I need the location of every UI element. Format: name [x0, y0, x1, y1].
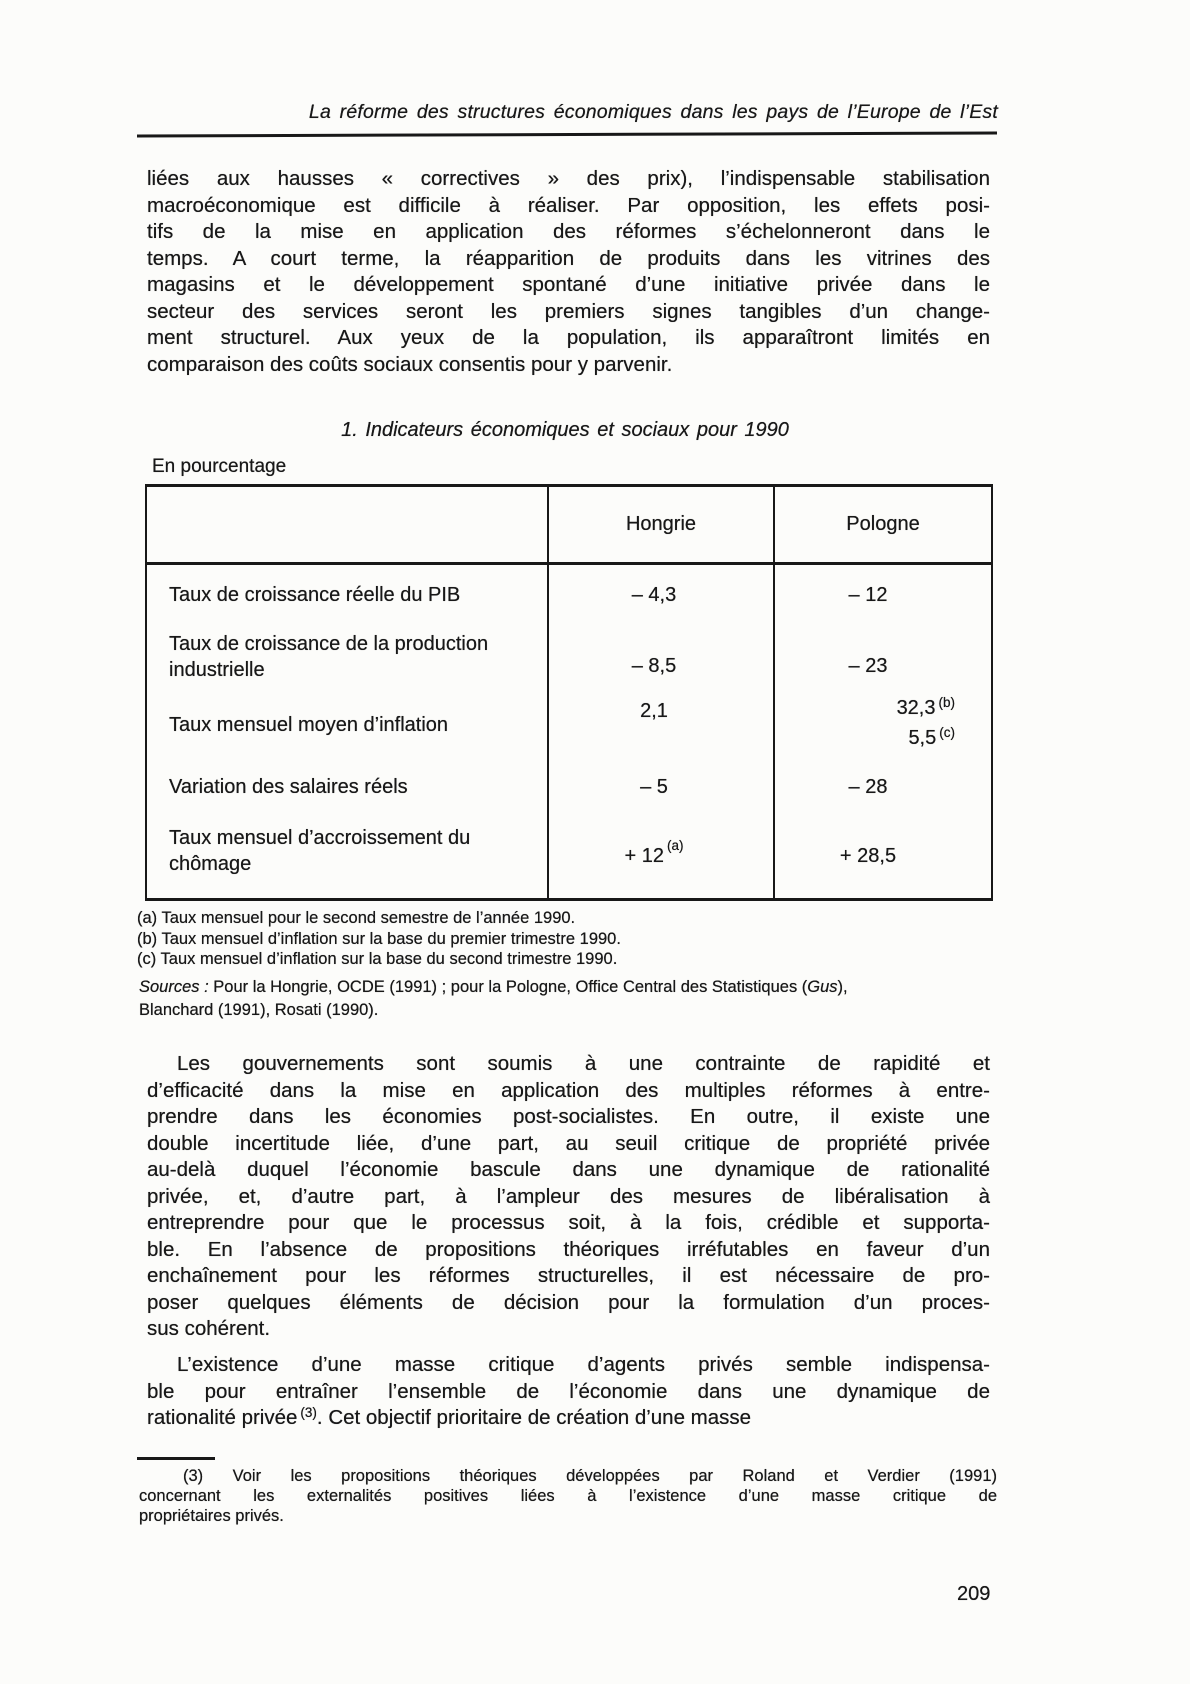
text-line: privée, et, d’autre part, à l’ampleur des mesures de libéralisation à	[147, 1184, 990, 1208]
paragraph-2	[147, 1051, 990, 1343]
text-line: prendre dans les économies post-socialistes. En outre, il existe une	[147, 1105, 990, 1128]
row-label-inflation: Taux mensuel moyen d’inflation	[169, 713, 449, 736]
text-line: enchaînement pour les réformes structurelles, il est nécessaire de pro-	[147, 1264, 990, 1287]
table-footnotes	[137, 908, 621, 970]
table-footnote-a: (a) Taux mensuel pour le second semestre de l’année 1990.	[137, 909, 576, 927]
value-line: 32,3 $^{(b)}$	[896, 695, 955, 719]
footnote-ref-b: (b)	[938, 695, 955, 710]
table-unit-label: En pourcentage	[152, 456, 287, 477]
footnote-ref-a: (a)	[666, 838, 684, 853]
footnote-line: (3) Voir les propositions théoriques développées par Roland et Verdier (1991)	[183, 1467, 997, 1485]
text-line: Les gouvernements sont soumis à une contrainte de rapidité et	[177, 1052, 990, 1075]
value-pib-hongrie: – 4,3	[547, 565, 773, 625]
row-label-chomage: Taux mensuel d’accroissement du chômage	[169, 827, 471, 875]
value-production-pologne: – 23	[773, 625, 991, 688]
header-rule	[137, 131, 997, 137]
text-line: rationalité privée $^{(3)}$. Cet objectif prioritaire de création d’une masse	[147, 1405, 752, 1429]
paragraph-3	[147, 1352, 990, 1434]
text-line: ble pour entraîner l’ensemble de l’économie dans une dynamique de	[147, 1379, 990, 1403]
running-header: La réforme des structures économiques dans les pays de l’Europe de l’Est	[308, 101, 998, 123]
footnote-ref-c: (c)	[939, 725, 955, 740]
footnote-line: concernant les externalités positives liées à l’existence d’une masse critique de	[139, 1487, 997, 1505]
row-label-production: Taux de croissance de la production industrielle	[169, 632, 489, 681]
table-title: 1. Indicateurs économiques et sociaux pour 1990	[341, 419, 789, 441]
text-line: comparaison des coûts sociaux consentis pour y parvenir.	[147, 352, 673, 376]
text-line: sus cohérent.	[147, 1317, 271, 1340]
text-line: double incertitude liée, d’une part, au seuil critique de propriété privée	[147, 1131, 990, 1155]
table-footnote-c: (c) Taux mensuel d’inflation sur la base du second trimestre 1990.	[137, 950, 618, 968]
indicators-table	[145, 484, 993, 901]
value-inflation-pologne	[773, 688, 991, 761]
text-line: poser quelques éléments de décision pour la formulation d’un proces-	[147, 1290, 990, 1314]
footnote-ref-3: (3)	[300, 1405, 317, 1420]
text-line: L’existence d’une masse critique d’agents privés semble indispensa-	[177, 1353, 990, 1376]
sources-line: Sources : Pour la Hongrie, OCDE (1991) ; pour la Pologne, Office Central des Statistiques (Gus),	[139, 978, 848, 996]
paragraph-1	[147, 166, 990, 378]
value-chomage-pologne: + 28,5	[773, 813, 991, 898]
row-label-pib: Taux de croissance réelle du PIB	[169, 584, 461, 606]
column-header-pologne: Pologne	[773, 487, 991, 565]
value-pib-pologne: – 12	[773, 565, 991, 625]
value-line: 5,5 $^{(c)}$	[908, 725, 955, 749]
text-line: ble. En l’absence de propositions théoriques irréfutables en faveur d’un	[147, 1237, 990, 1261]
value-inflation-hongrie: 2,1	[547, 688, 773, 761]
page-number: 209	[957, 1583, 991, 1605]
footnote-3	[139, 1466, 997, 1526]
sources-line: Blanchard (1991), Rosati (1990).	[139, 1001, 379, 1019]
table-footnote-b: (b) Taux mensuel d’inflation sur la base du premier trimestre 1990.	[137, 929, 621, 948]
table-corner-cell	[147, 487, 547, 565]
text-line: d’efficacité dans la mise en application des multiples réformes à entre-	[147, 1078, 990, 1102]
sources-gus: Gus	[807, 978, 838, 996]
text-line: liées aux hausses « correctives » des prix), l’indispensable stabilisation	[147, 167, 990, 190]
text-line: macroéconomique est difficile à réaliser. Par opposition, les effets posi-	[147, 193, 990, 217]
text-line: secteur des services seront les premiers signes tangibles d’un change-	[147, 299, 990, 323]
sources-label: Sources :	[139, 978, 209, 996]
text-line: ment structurel. Aux yeux de la population, ils apparaîtront limités en	[147, 326, 990, 349]
value-salaires-hongrie: – 5	[547, 761, 773, 813]
footnote-line: propriétaires privés.	[139, 1507, 284, 1525]
value-production-hongrie: – 8,5	[547, 625, 773, 688]
text-line: temps. A court terme, la réapparition de produits dans les vitrines des	[147, 246, 990, 270]
column-header-hongrie: Hongrie	[547, 487, 773, 565]
value-salaires-pologne: – 28	[773, 761, 991, 813]
text-line: entreprendre pour que le processus soit, à la fois, crédible et supporta-	[147, 1211, 990, 1234]
text-line: au-delà duquel l’économie bascule dans une dynamique de rationalité	[147, 1158, 990, 1181]
text-line: magasins et le développement spontané d’une initiative privée dans le	[147, 273, 990, 296]
text-line: tifs de la mise en application des réformes s’échelonneront dans le	[147, 220, 990, 243]
footnote-rule	[137, 1457, 215, 1460]
row-label-salaires: Variation des salaires réels	[169, 776, 408, 798]
value-chomage-hongrie: + 12 (a)	[547, 813, 773, 898]
table-sources	[139, 976, 1019, 1022]
